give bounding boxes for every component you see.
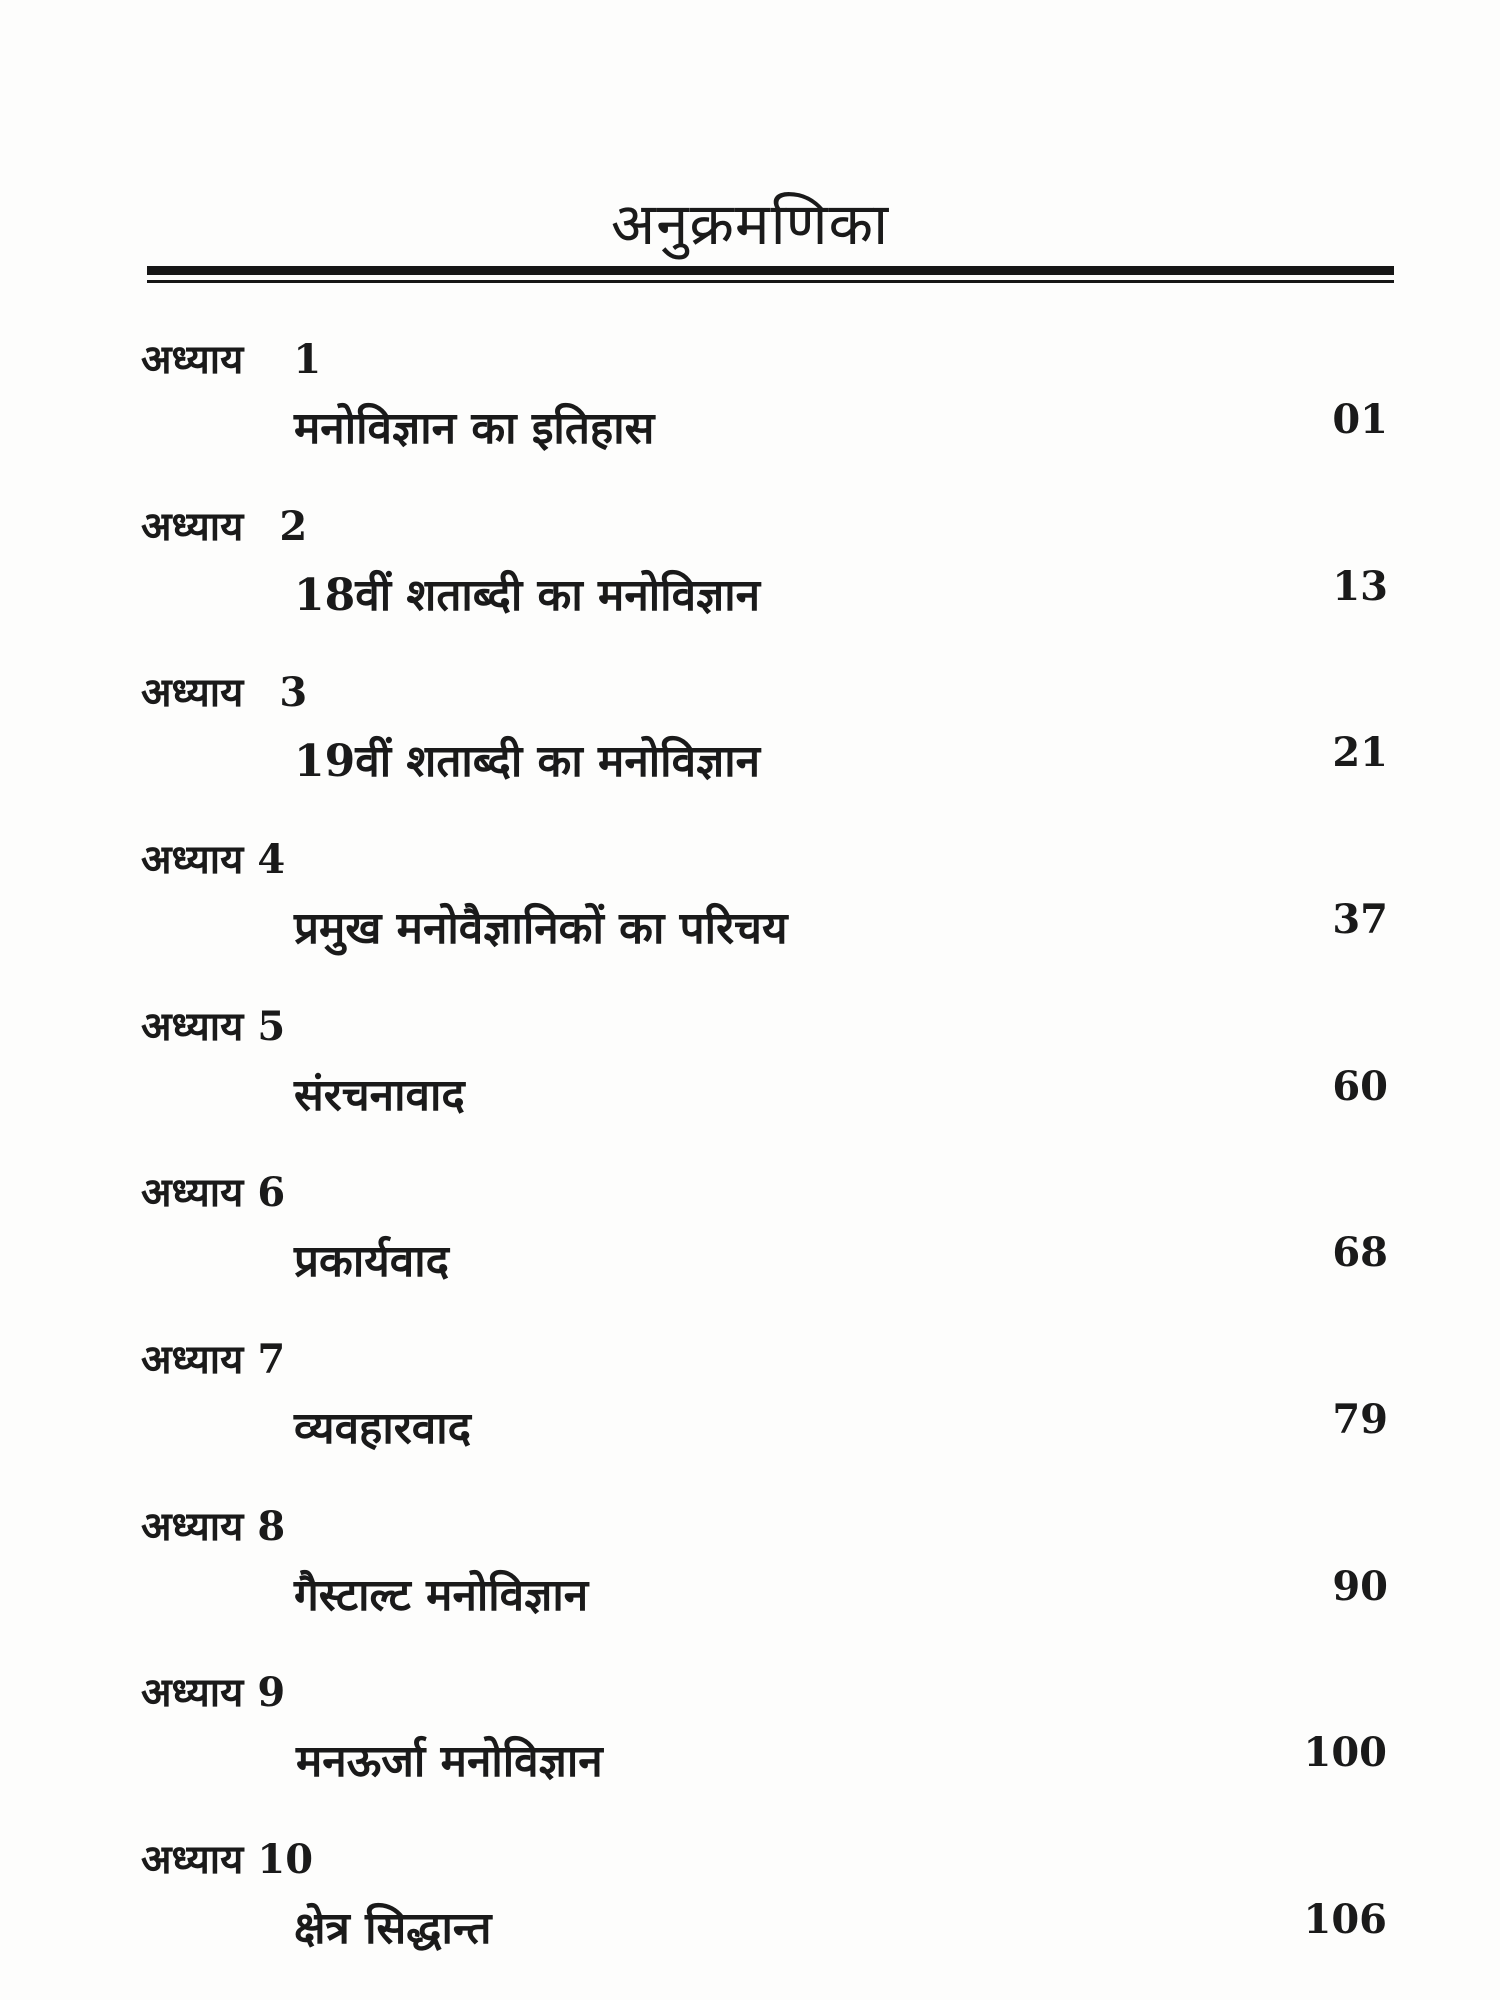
chapter-title: प्रकार्यवाद: [294, 1236, 449, 1287]
chapter-number: 8: [257, 1503, 286, 1550]
chapter-heading: [141, 1163, 285, 1218]
chapter-label: अध्याय: [141, 503, 244, 550]
chapter-heading: [141, 997, 285, 1052]
page-number: 68: [1332, 1229, 1388, 1276]
chapter-title: व्यवहारवाद: [294, 1403, 472, 1454]
chapter-heading: [141, 497, 307, 552]
chapter-number: 9: [257, 1669, 286, 1716]
page-number: 60: [1332, 1063, 1388, 1110]
chapter-number: 1: [293, 336, 322, 383]
page-number: 21: [1332, 729, 1388, 776]
toc-entry-3[interactable]: [0, 663, 1500, 829]
chapter-heading: [141, 1330, 285, 1385]
chapter-title: 18वीं शताब्दी का मनोविज्ञान: [294, 570, 761, 621]
chapter-title: 19वीं शताब्दी का मनोविज्ञान: [294, 736, 761, 787]
chapter-number: 6: [257, 1169, 286, 1216]
chapter-label: अध्याय: [141, 1503, 244, 1550]
chapter-title: संरचनावाद: [294, 1070, 465, 1121]
chapter-title: प्रमुख मनोवैज्ञानिकों का परिचय: [294, 903, 788, 954]
page-number: 01: [1332, 396, 1388, 443]
title-rule-thin: [147, 280, 1394, 283]
page-number: 79: [1332, 1396, 1388, 1443]
chapter-title: गैस्टाल्ट मनोविज्ञान: [294, 1570, 589, 1621]
toc-entry-1[interactable]: [0, 330, 1500, 496]
toc-entry-10[interactable]: [0, 1830, 1500, 1996]
chapter-number: 2: [279, 503, 308, 550]
chapter-number: 3: [279, 669, 308, 716]
chapter-heading: [141, 830, 285, 885]
toc-entry-4[interactable]: [0, 830, 1500, 996]
chapter-number: 5: [257, 1003, 286, 1050]
chapter-label: अध्याय: [141, 1169, 244, 1216]
toc-entry-6[interactable]: [0, 1163, 1500, 1329]
chapter-number: 10: [257, 1836, 314, 1883]
chapter-title: मनऊर्जा मनोविज्ञान: [296, 1736, 603, 1787]
chapter-heading: [141, 663, 307, 718]
chapter-label: अध्याय: [141, 1336, 244, 1383]
toc-entry-5[interactable]: [0, 997, 1500, 1163]
chapter-heading: [141, 1663, 285, 1718]
toc-entry-9[interactable]: [0, 1663, 1500, 1829]
chapter-label: अध्याय: [141, 1003, 244, 1050]
chapter-title: मनोविज्ञान का इतिहास: [294, 403, 655, 454]
chapter-heading: [141, 330, 321, 385]
page-number: 37: [1332, 896, 1388, 943]
toc-entry-7[interactable]: [0, 1330, 1500, 1496]
page-number: 90: [1332, 1563, 1388, 1610]
chapter-label: अध्याय: [141, 1669, 244, 1716]
chapter-label: अध्याय: [141, 669, 244, 716]
chapter-title: क्षेत्र सिद्धान्त: [294, 1903, 492, 1954]
chapter-heading: [141, 1497, 285, 1552]
title-rule-thick: [147, 266, 1394, 275]
chapter-label: अध्याय: [141, 336, 244, 383]
toc-entry-2[interactable]: [0, 497, 1500, 663]
page-title: अनुक्रमणिका: [610, 190, 890, 258]
chapter-label: अध्याय: [141, 1836, 244, 1883]
page-number: 13: [1332, 563, 1388, 610]
toc-entry-8[interactable]: [0, 1497, 1500, 1663]
chapter-label: अध्याय: [141, 836, 244, 883]
chapter-number: 4: [257, 836, 286, 883]
chapter-number: 7: [257, 1336, 286, 1383]
page-number: 100: [1303, 1729, 1387, 1776]
chapter-heading: [141, 1830, 313, 1885]
page-number: 106: [1303, 1896, 1387, 1943]
